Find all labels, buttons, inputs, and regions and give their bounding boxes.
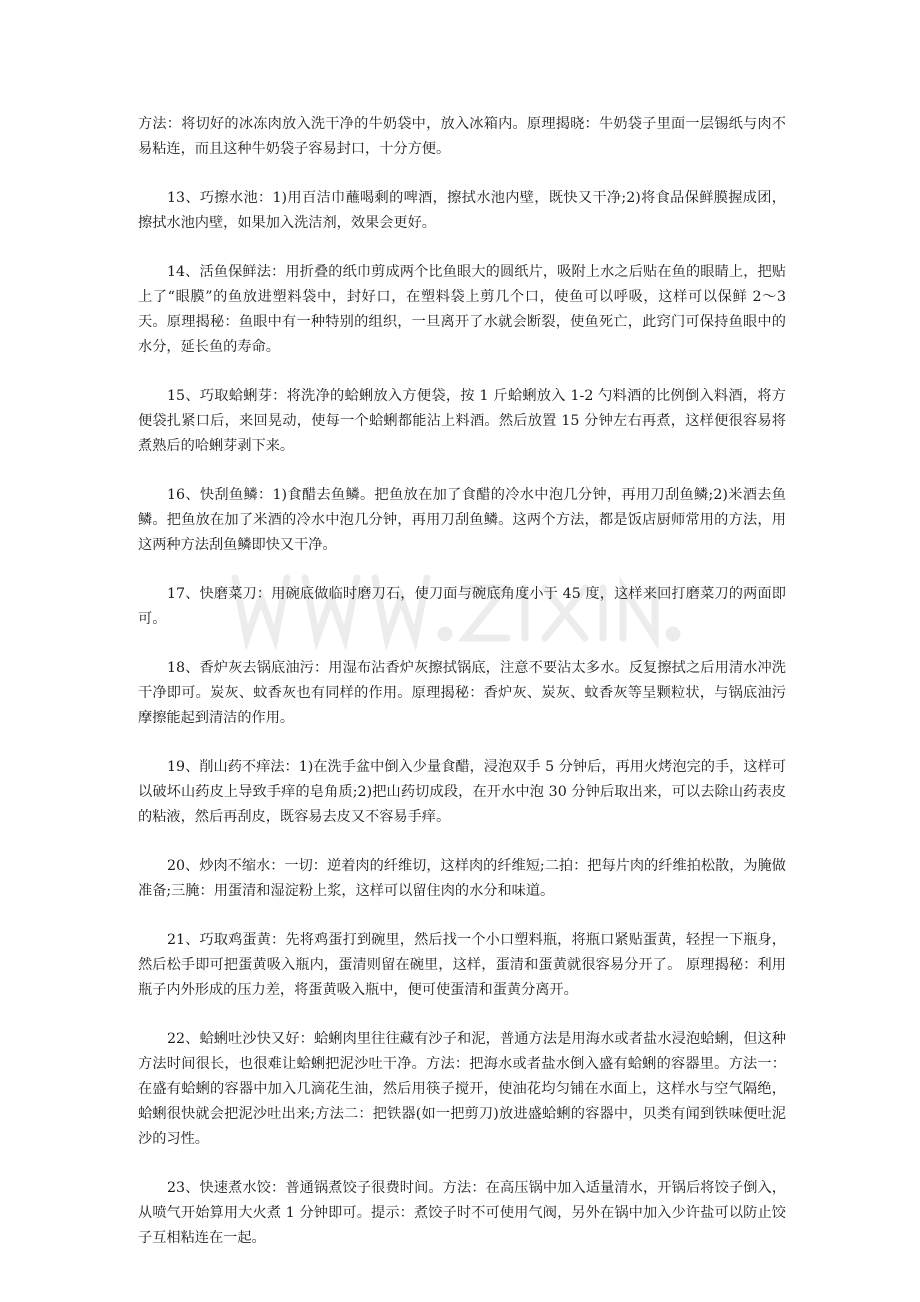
paragraph-22: 22、蛤蜊吐沙快又好：蛤蜊肉里往往藏有沙子和泥，普通方法是用海水或者盐水浸泡蛤蜊，但这种方法时间很长，也很难让蛤蜊把泥沙吐干净。方法：把海水或者盐水倒入盛有蛤蜊的容器里。方法一：在盛有蛤蜊的容器中加入几滴花生油，然后用筷子搅开，使油花均匀铺在水面上，这样水与空气隔绝，蛤蜊很快就会把泥沙吐出来;方法二：把铁器(如一把剪刀)放进盛蛤蜊的容器中，贝类有闻到铁味便吐泥沙的习性。	[138, 1031, 786, 1147]
paragraph-15: 15、巧取蛤蜊芽：将洗净的蛤蜊放入方便袋，按 1 斤蛤蜊放入 1-2 勺料酒的比例倒入料酒，将方便袋扎紧口后，来回晃动，使每一个蛤蜊都能沾上料酒。然后放置 15 分钟左右再煮，这样便很容易将煮熟后的哈蜊芽剥下来。	[138, 388, 786, 454]
paragraph-13: 13、巧擦水池：1)用百洁巾蘸喝剩的啤酒，擦拭水池内壁，既快又干净;2)将食品保鲜膜握成团，擦拭水池内壁，如果加入洗洁剂，效果会更好。	[138, 190, 786, 231]
document-body	[138, 112, 786, 1275]
paragraph-20: 20、炒肉不缩水：一切：逆着肉的纤维切，这样肉的纤维短;二拍：把每片肉的纤维拍松散，为腌做准备;三腌：用蛋清和湿淀粉上浆，这样可以留住肉的水分和味道。	[138, 858, 786, 899]
paragraph-18: 18、香炉灰去锅底油污：用湿布沾香炉灰擦拭锅底，注意不要沾太多水。反复擦拭之后用清水冲洗干净即可。炭灰、蚊香灰也有同样的作用。原理揭秘：香炉灰、炭灰、蚊香灰等呈颗粒状，与锅底油污摩擦能起到清洁的作用。	[138, 660, 786, 726]
paragraph-16: 16、快刮鱼鳞：1)食醋去鱼鳞。把鱼放在加了食醋的冷水中泡几分钟，再用刀刮鱼鳞;2)米酒去鱼鳞。把鱼放在加了米酒的冷水中泡几分钟，再用刀刮鱼鳞。这两个方法，都是饭店厨师常用的方法，用这两种方法刮鱼鳞即快又干净。	[138, 487, 786, 553]
paragraph-23: 23、快速煮水饺：普通锅煮饺子很费时间。方法：在高压锅中加入适量清水，开锅后将饺子倒入，从喷气开始算用大火煮 1 分钟即可。提示：煮饺子时不可使用气阀，另外在锅中加入少许盐可以防止饺子互相粘连在一起。	[138, 1180, 786, 1246]
paragraph-14: 14、活鱼保鲜法：用折叠的纸巾剪成两个比鱼眼大的圆纸片，吸附上水之后贴在鱼的眼睛上，把贴上了“眼膜”的鱼放进塑料袋中，封好口，在塑料袋上剪几个口，使鱼可以呼吸，这样可以保鲜 2～3 天。原理揭秘：鱼眼中有一种特别的组织，一旦离开了水就会断裂，使鱼死亡，此窍门可保持鱼眼中的水分，延长鱼的寿命。	[138, 264, 786, 355]
paragraph-17: 17、快磨菜刀：用碗底做临时磨刀石，使刀面与碗底角度小于 45 度，这样来回打磨菜刀的两面即可。	[138, 586, 786, 627]
paragraph-intro: 方法：将切好的冰冻肉放入洗干净的牛奶袋中，放入冰箱内。原理揭晓：牛奶袋子里面一层锡纸与肉不易粘连，而且这种牛奶袋子容易封口，十分方便。	[138, 116, 786, 157]
paragraph-21: 21、巧取鸡蛋黄：先将鸡蛋打到碗里，然后找一个小口塑料瓶，将瓶口紧贴蛋黄，轻捏一下瓶身，然后松手即可把蛋黄吸入瓶内，蛋清则留在碗里，这样，蛋清和蛋黄就很容易分开了。 原理揭秘：利用瓶子内外形成的压力差，将蛋黄吸入瓶中，便可使蛋清和蛋黄分离开。	[138, 932, 786, 998]
paragraph-19: 19、削山药不痒法：1)在洗手盆中倒入少量食醋，浸泡双手 5 分钟后，再用火烤泡完的手，这样可以破坏山药皮上导致手痒的皂角质;2)把山药切成段，在开水中泡 30 分钟后取出来，可以去除山药表皮的粘液，然后再刮皮，既容易去皮又不容易手痒。	[138, 759, 786, 825]
